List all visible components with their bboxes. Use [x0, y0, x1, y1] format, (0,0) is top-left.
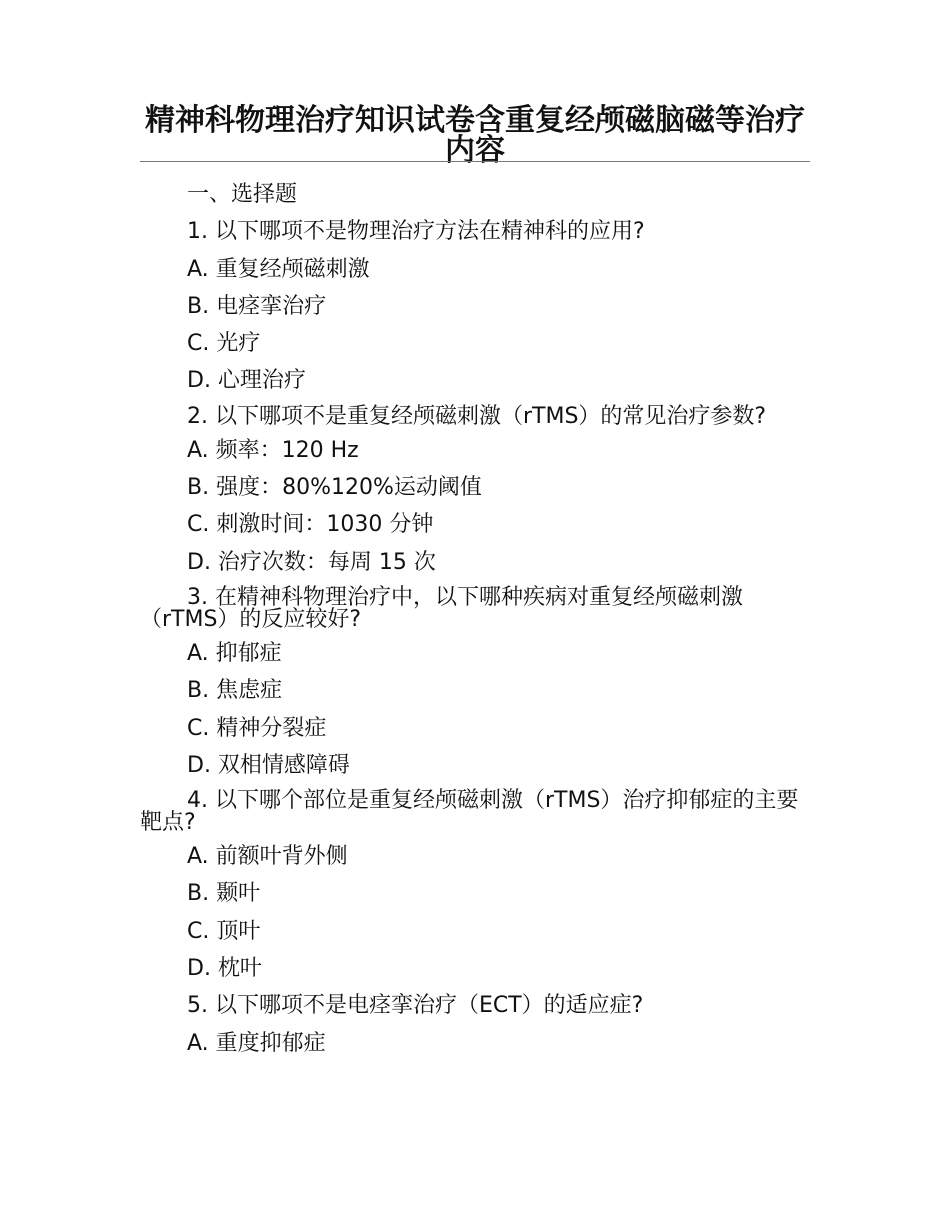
option: C. 精神分裂症	[187, 715, 327, 741]
option: B. 强度：80%120%运动阈值	[187, 475, 482, 501]
option: A. 重度抑郁症	[187, 1030, 326, 1056]
option: D. 双相情感障碍	[187, 752, 350, 778]
question-stem: 2. 以下哪项不是重复经颅磁刺激（rTMS）的常见治疗参数?	[187, 403, 767, 429]
option: B. 颞叶	[187, 881, 261, 907]
document-body	[140, 176, 810, 1062]
option: A. 前额叶背外侧	[187, 844, 348, 870]
question-stem: 5. 以下哪项不是电痉挛治疗（ECT）的适应症?	[187, 993, 644, 1019]
question-stem: 3. 在精神科物理治疗中，以下哪种疾病对重复经颅磁刺激（rTMS）的反应较好?	[140, 584, 743, 632]
option: D. 心理治疗	[187, 368, 306, 394]
option: A. 抑郁症	[187, 640, 282, 666]
document-title: 精神科物理治疗知识试卷含重复经颅磁脑磁等治疗内容	[145, 103, 805, 168]
option: C. 光疗	[187, 331, 261, 357]
section-heading: 一、选择题	[187, 182, 298, 207]
option: C. 刺激时间：1030 分钟	[187, 512, 434, 538]
option: D. 枕叶	[187, 956, 262, 982]
option: C. 顶叶	[187, 918, 261, 944]
question-stem: 1. 以下哪项不是物理治疗方法在精神科的应用?	[187, 219, 645, 245]
question-stem: 4. 以下哪个部位是重复经颅磁刺激（rTMS）治疗抑郁症的主要靶点?	[140, 788, 799, 836]
option: A. 重复经颅磁刺激	[187, 256, 370, 282]
option: B. 电痉挛治疗	[187, 293, 327, 319]
option: D. 治疗次数：每周 15 次	[187, 549, 436, 575]
option: A. 频率：120 Hz	[187, 437, 359, 463]
option: B. 焦虑症	[187, 678, 283, 704]
title-underline	[140, 161, 810, 162]
